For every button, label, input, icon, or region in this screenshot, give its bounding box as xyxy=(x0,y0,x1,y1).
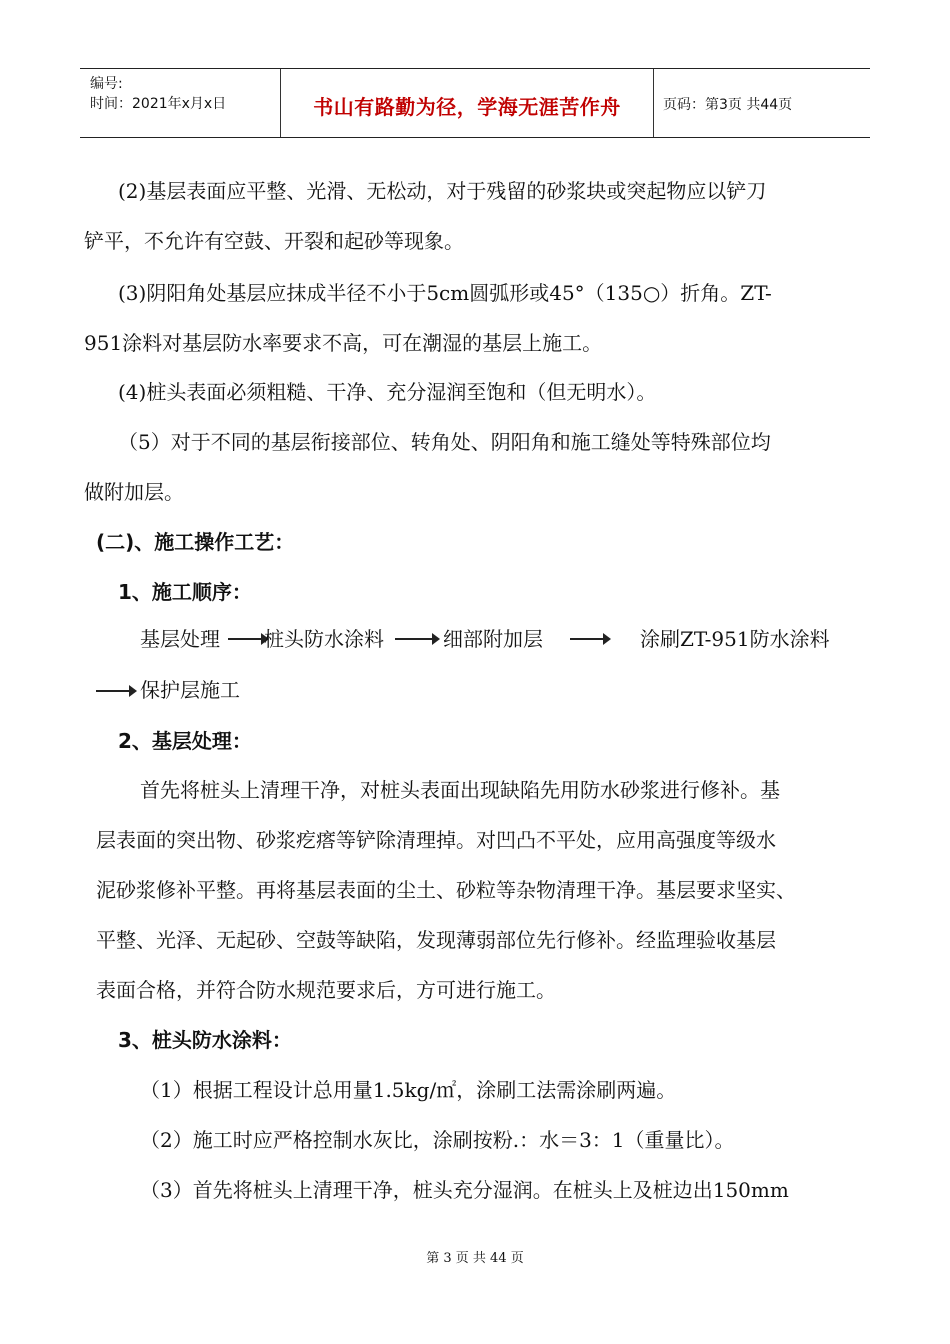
section-heading: (二)、施工操作工艺： xyxy=(96,530,295,554)
paragraph-line: 层表面的突出物、砂浆疙瘩等铲除清理掉。对凹凸不平处，应用高强度等级水 xyxy=(96,828,776,852)
arrow-icon xyxy=(228,638,262,640)
subsection-heading: 3、桩头防水涂料： xyxy=(118,1028,292,1052)
paragraph-line: （1）根据工程设计总用量1.5kg/㎡，涂刷工法需涂刷两遍。 xyxy=(140,1078,677,1102)
arrow-icon xyxy=(96,690,130,692)
paragraph-line: （2）施工时应严格控制水灰比，涂刷按粉.：水＝3：1（重量比）。 xyxy=(140,1128,735,1152)
flow-step: 基层处理 xyxy=(140,627,220,651)
paragraph-line: 首先将桩头上清理干净，对桩头表面出现缺陷先用防水砂浆进行修补。基 xyxy=(140,778,780,802)
paragraph-line: 做附加层。 xyxy=(84,480,184,504)
paragraph-line: 铲平，不允许有空鼓、开裂和起砂等现象。 xyxy=(84,229,464,253)
header-right-cell xyxy=(653,69,870,137)
paragraph-line: 平整、光泽、无起砂、空鼓等缺陷，发现薄弱部位先行修补。经监理验收基层 xyxy=(96,928,776,952)
paragraph-line: 951涂料对基层防水率要求不高，可在潮湿的基层上施工。 xyxy=(84,331,603,355)
paragraph-line: 表面合格，并符合防水规范要求后，方可进行施工。 xyxy=(96,978,556,1002)
document-number-label: 编号: xyxy=(90,76,123,92)
header-page-code: 页码：第3页 共44页 xyxy=(663,97,793,113)
paragraph-line: (2)基层表面应平整、光滑、无松动，对于残留的砂浆块或突起物应以铲刀 xyxy=(118,179,767,203)
paragraph-line: (4)桩头表面必须粗糙、干净、充分湿润至饱和（但无明水）。 xyxy=(118,380,657,404)
subsection-heading: 1、施工顺序： xyxy=(118,580,252,604)
page-footer: 第 3 页 共 44 页 xyxy=(426,1251,524,1266)
paragraph-line: 泥砂浆修补平整。再将基层表面的尘土、砂粒等杂物清理干净。基层要求坚实、 xyxy=(96,878,796,902)
flow-step: 桩头防水涂料 xyxy=(264,627,384,651)
paragraph-line: （5）对于不同的基层衔接部位、转角处、阴阳角和施工缝处等特殊部位均 xyxy=(118,430,771,454)
subsection-heading: 2、基层处理： xyxy=(118,729,252,753)
header-motto: 书山有路勤为径，学海无涯苦作舟 xyxy=(313,95,621,119)
paragraph-line: (3)阴阳角处基层应抹成半径不小于5cm圆弧形或45°（135○）折角。ZT- xyxy=(118,281,772,305)
document-date-label: 时间：2021年x月x日 xyxy=(90,96,227,112)
flow-step: 涂刷ZT-951防水涂料 xyxy=(640,627,830,651)
paragraph-line: （3）首先将桩头上清理干净，桩头充分湿润。在桩头上及桩边出150mm xyxy=(140,1178,789,1202)
page-header xyxy=(80,68,870,138)
flow-step: 保护层施工 xyxy=(140,678,240,702)
header-left-cell xyxy=(80,69,280,137)
header-middle-cell xyxy=(280,69,654,137)
construction-sequence-flow xyxy=(140,626,880,656)
arrow-icon xyxy=(395,638,433,640)
arrow-icon xyxy=(570,638,604,640)
flow-step: 细部附加层 xyxy=(443,627,543,651)
